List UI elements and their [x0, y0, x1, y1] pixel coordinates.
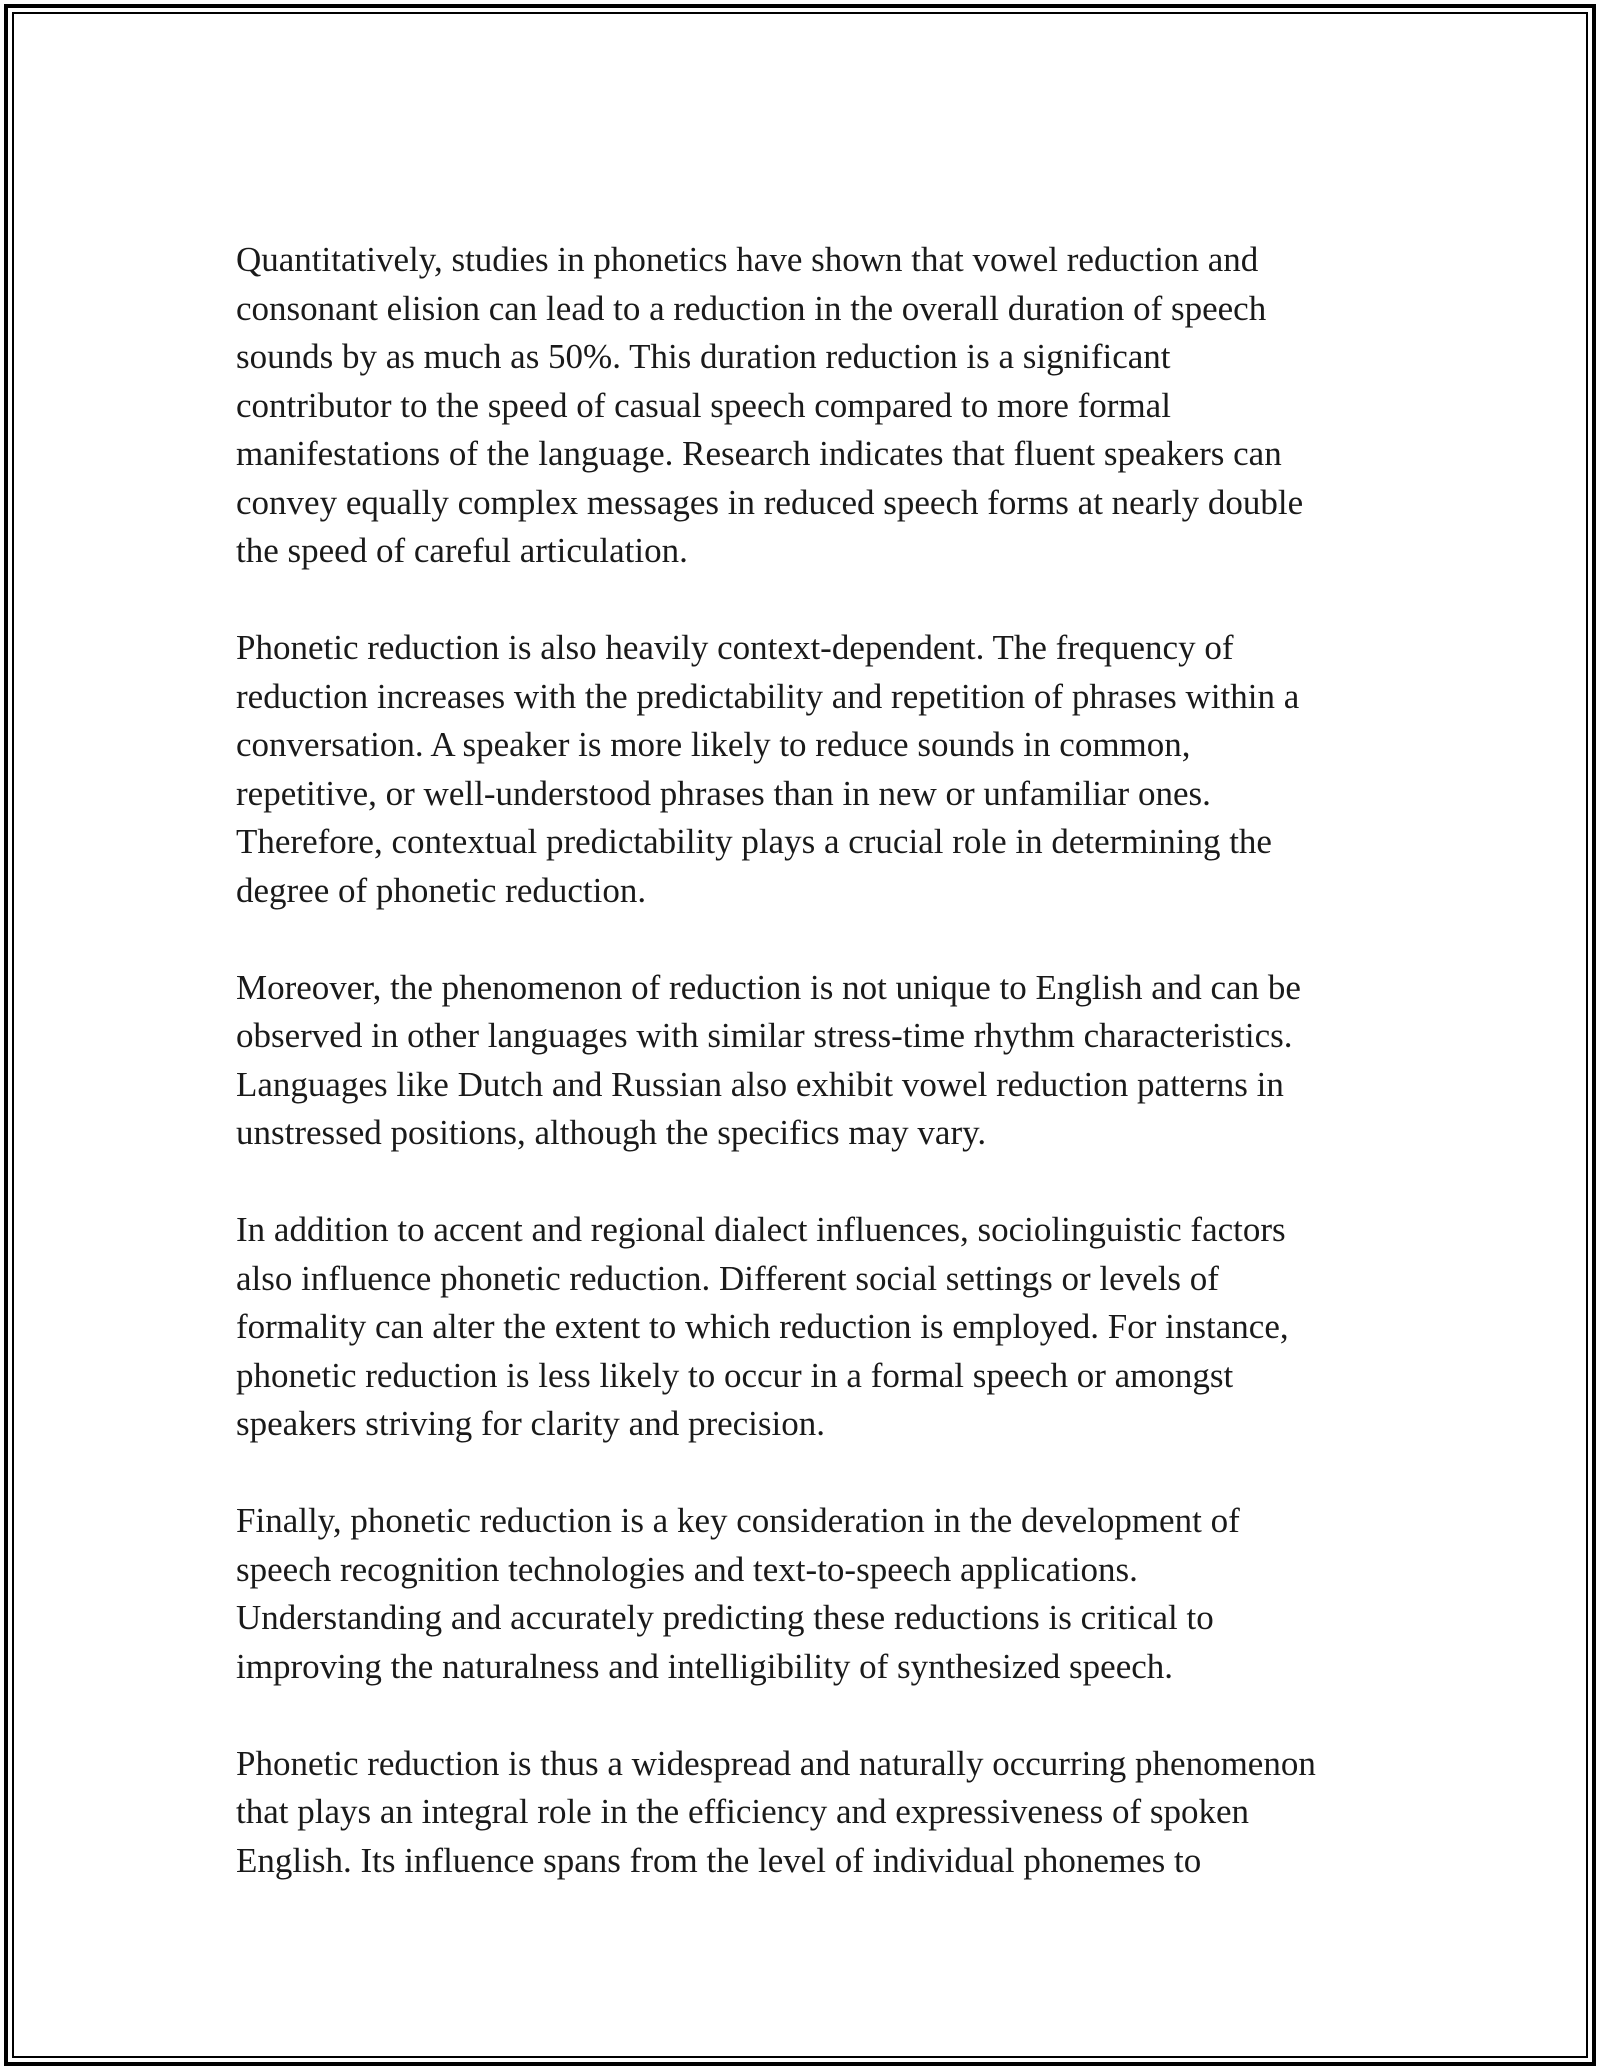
paragraph-5	[236, 1497, 1386, 1691]
text-line: Phonetic reduction is thus a widespread and naturally occurring phenomenon	[236, 1743, 1316, 1783]
text-line: contributor to the speed of casual speech compared to more formal	[236, 385, 1171, 425]
text-line: convey equally complex messages in reduced speech forms at nearly double	[236, 482, 1304, 522]
text-line: that plays an integral role in the efficiency and expressiveness of spoken	[236, 1792, 1250, 1831]
text-line: manifestations of the language. Research indicates that fluent speakers can	[236, 434, 1282, 473]
text-line: phonetic reduction is less likely to occur in a formal speech or amongst	[236, 1355, 1234, 1395]
text-line: In addition to accent and regional dialect influences, sociolinguistic factors	[236, 1210, 1286, 1249]
document-body	[236, 236, 1386, 1934]
text-line: Finally, phonetic reduction is a key consideration in the development of	[236, 1501, 1240, 1540]
text-line: speech recognition technologies and text-to-speech applications.	[236, 1549, 1138, 1589]
paragraph-3	[236, 964, 1386, 1158]
text-line: Languages like Dutch and Russian also exhibit vowel reduction patterns in	[236, 1064, 1284, 1104]
text-line: also influence phonetic reduction. Different social settings or levels of	[236, 1258, 1219, 1298]
text-line: Quantitatively, studies in phonetics have shown that vowel reduction and	[236, 240, 1259, 279]
text-line: formality can alter the extent to which reduction is employed. For instance,	[236, 1307, 1289, 1346]
text-line: speakers striving for clarity and precision.	[236, 1404, 825, 1443]
text-line: degree of phonetic reduction.	[236, 870, 647, 910]
text-line: improving the naturalness and intelligibility of synthesized speech.	[236, 1646, 1174, 1686]
text-line: Understanding and accurately predicting these reductions is critical to	[236, 1598, 1214, 1637]
paragraph-2	[236, 624, 1386, 915]
text-line: observed in other languages with similar stress-time rhythm characteristics.	[236, 1016, 1293, 1055]
text-line: conversation. A speaker is more likely to reduce sounds in common,	[236, 725, 1191, 764]
text-line: sounds by as much as 50%. This duration reduction is a significant	[236, 337, 1171, 376]
text-line: unstressed positions, although the specifics may vary.	[236, 1113, 987, 1152]
text-line: English. Its influence spans from the level of individual phonemes to	[236, 1840, 1202, 1880]
text-line: repetitive, or well-understood phrases than in new or unfamiliar ones.	[236, 773, 1211, 813]
paragraph-6	[236, 1740, 1386, 1886]
text-line: Moreover, the phenomenon of reduction is not unique to English and can be	[236, 967, 1301, 1007]
paragraph-1	[236, 236, 1386, 576]
text-line: reduction increases with the predictability and repetition of phrases within a	[236, 676, 1300, 716]
text-line: Therefore, contextual predictability plays a crucial role in determining the	[236, 822, 1272, 861]
text-line: Phonetic reduction is also heavily context-dependent. The frequency of	[236, 628, 1234, 667]
text-line: the speed of careful articulation.	[236, 531, 688, 570]
text-line: consonant elision can lead to a reduction in the overall duration of speech	[236, 288, 1267, 328]
paragraph-4	[236, 1206, 1386, 1449]
